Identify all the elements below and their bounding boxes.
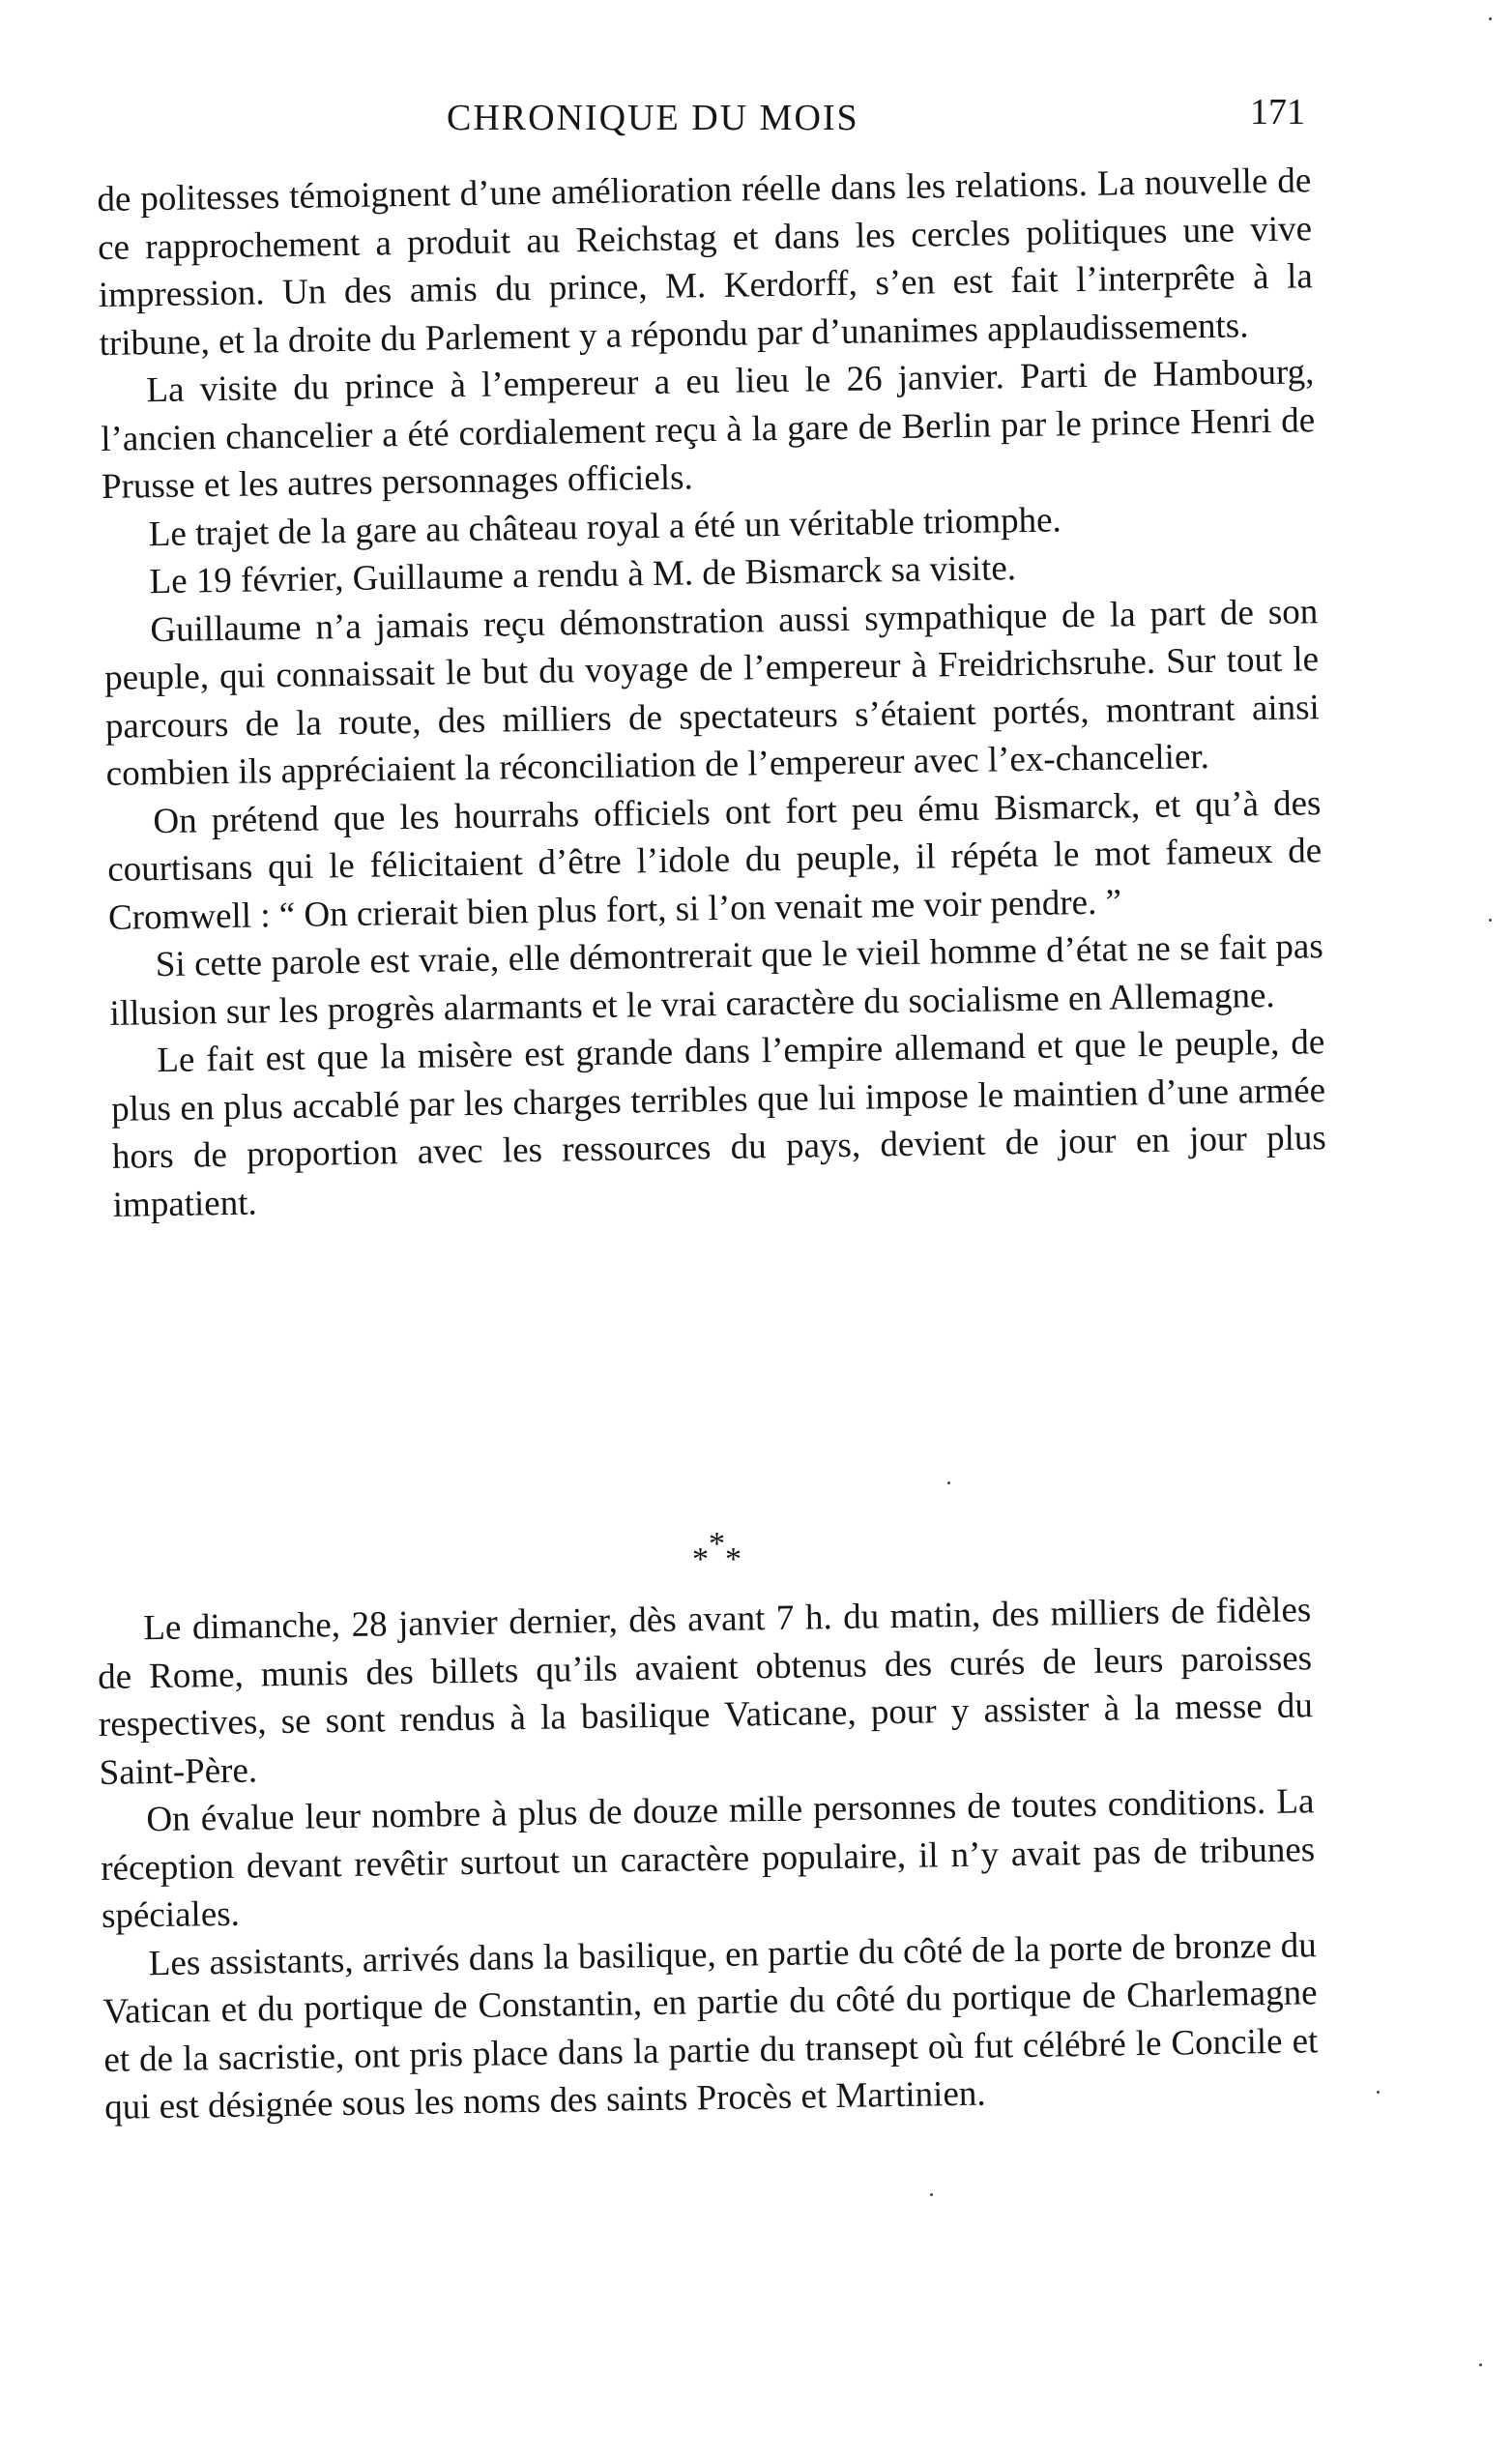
page-number: 171 — [1250, 92, 1305, 132]
chronicle-section-bismarck — [97, 157, 1327, 1229]
asterisk: * — [692, 1541, 709, 1577]
section-separator-asterism — [677, 1526, 773, 1577]
paragraph: Les assistants, arrivés dans la basilique, en partie du côté de la porte de bronze du Vatican et du portique de Constantin, en partie du côté du portique de Charlemagne et de la sacristie, ont pris place dans la partie du transept où fut célébré le Concile et qui est désignée sous les noms des saints Procès et Martinien. — [102, 1924, 1319, 2127]
paragraph: Si cette parole est vraie, elle démontrerait que le vieil homme d’état ne se fait pas illusion sur les progrès alarmants et le vrai caractère du socialisme en Allemagne. — [109, 926, 1323, 1034]
paragraph: Le 19 février, Guillaume a rendu à M. de Bismarck sa visite. — [149, 548, 1017, 602]
asterisk: * — [725, 1541, 741, 1577]
paragraph: Guillaume n’a jamais reçu démonstration aussi sympathique de la part de son peuple, qui connaissait le but du voyage de l’empereur à Freidrichsruhe. Sur tout le parcours de la route, des milliers de spectateurs s’étaient portés, montrant ainsi combien ils appréciaient la réconciliation de l’empereur avec l’ex-chancelier. — [103, 591, 1321, 794]
print-speck — [930, 2193, 933, 2196]
print-speck — [1489, 919, 1492, 922]
chronicle-section-vatican — [97, 1586, 1319, 2131]
paragraph: La visite du prince à l’empereur a eu lieu le 26 janvier. Parti de Hambourg, l’ancien chancelier a été cordialement reçu à la gare de Berlin par le prince Henri de Prusse et les autres personnages officiels. — [100, 352, 1316, 507]
print-speck — [1377, 2091, 1380, 2094]
paragraph: Le trajet de la gare au château royal a été un véritable triomphe. — [148, 499, 1062, 554]
paragraph: Le fait est que la misère est grande dans l’empire allemand et que le peuple, de plus en plus accablé par les charges terribles que lui impose le maintien d’une armée hors de proportion avec les ressources du pays, devient de jour en jour plus impatient. — [110, 1022, 1327, 1225]
asterisk: * — [709, 1526, 725, 1562]
paragraph: On évalue leur nombre à plus de douze mille personnes de toutes conditions. La réception devant revêtir surtout un caractère populaire, il n’y avait pas de tribunes spéciales. — [100, 1781, 1316, 1936]
paragraph: Le dimanche, 28 janvier dernier, dès avant 7 h. du matin, des milliers de fidèles de Rome, munis des billets qu’ils avaient obtenus des curés de leurs paroisses respectives, se sont rendus à la basilique Vaticane, pour y assister à la messe du Saint-Père. — [97, 1590, 1314, 1793]
page-header — [97, 92, 1305, 155]
running-title: CHRONIQUE DU MOIS — [447, 98, 859, 138]
paragraph: On prétend que les hourrahs officiels ont fort peu ému Bismarck, et qu’à des courtisans qui le félicitaient d’être l’idole du peuple, il répéta le mot fameux de Cromwell : “ On crierait bien plus fort, si l’on venait me voir pendre. ” — [106, 782, 1323, 938]
print-speck — [947, 1481, 950, 1484]
paragraph: de politesses témoignent d’une amélioration réelle dans les relations. La nouvelle de ce rapprochement a produit au Reichstag et dans les cercles politiques une vive impression. Un des amis du prince, M. Kerdorff, s’en est fait l’interprête à la tribune, et la droite du Parlement y a répondu par d’unanimes applaudissements. — [97, 161, 1314, 364]
print-speck — [1489, 17, 1492, 20]
print-speck — [1479, 2363, 1482, 2366]
